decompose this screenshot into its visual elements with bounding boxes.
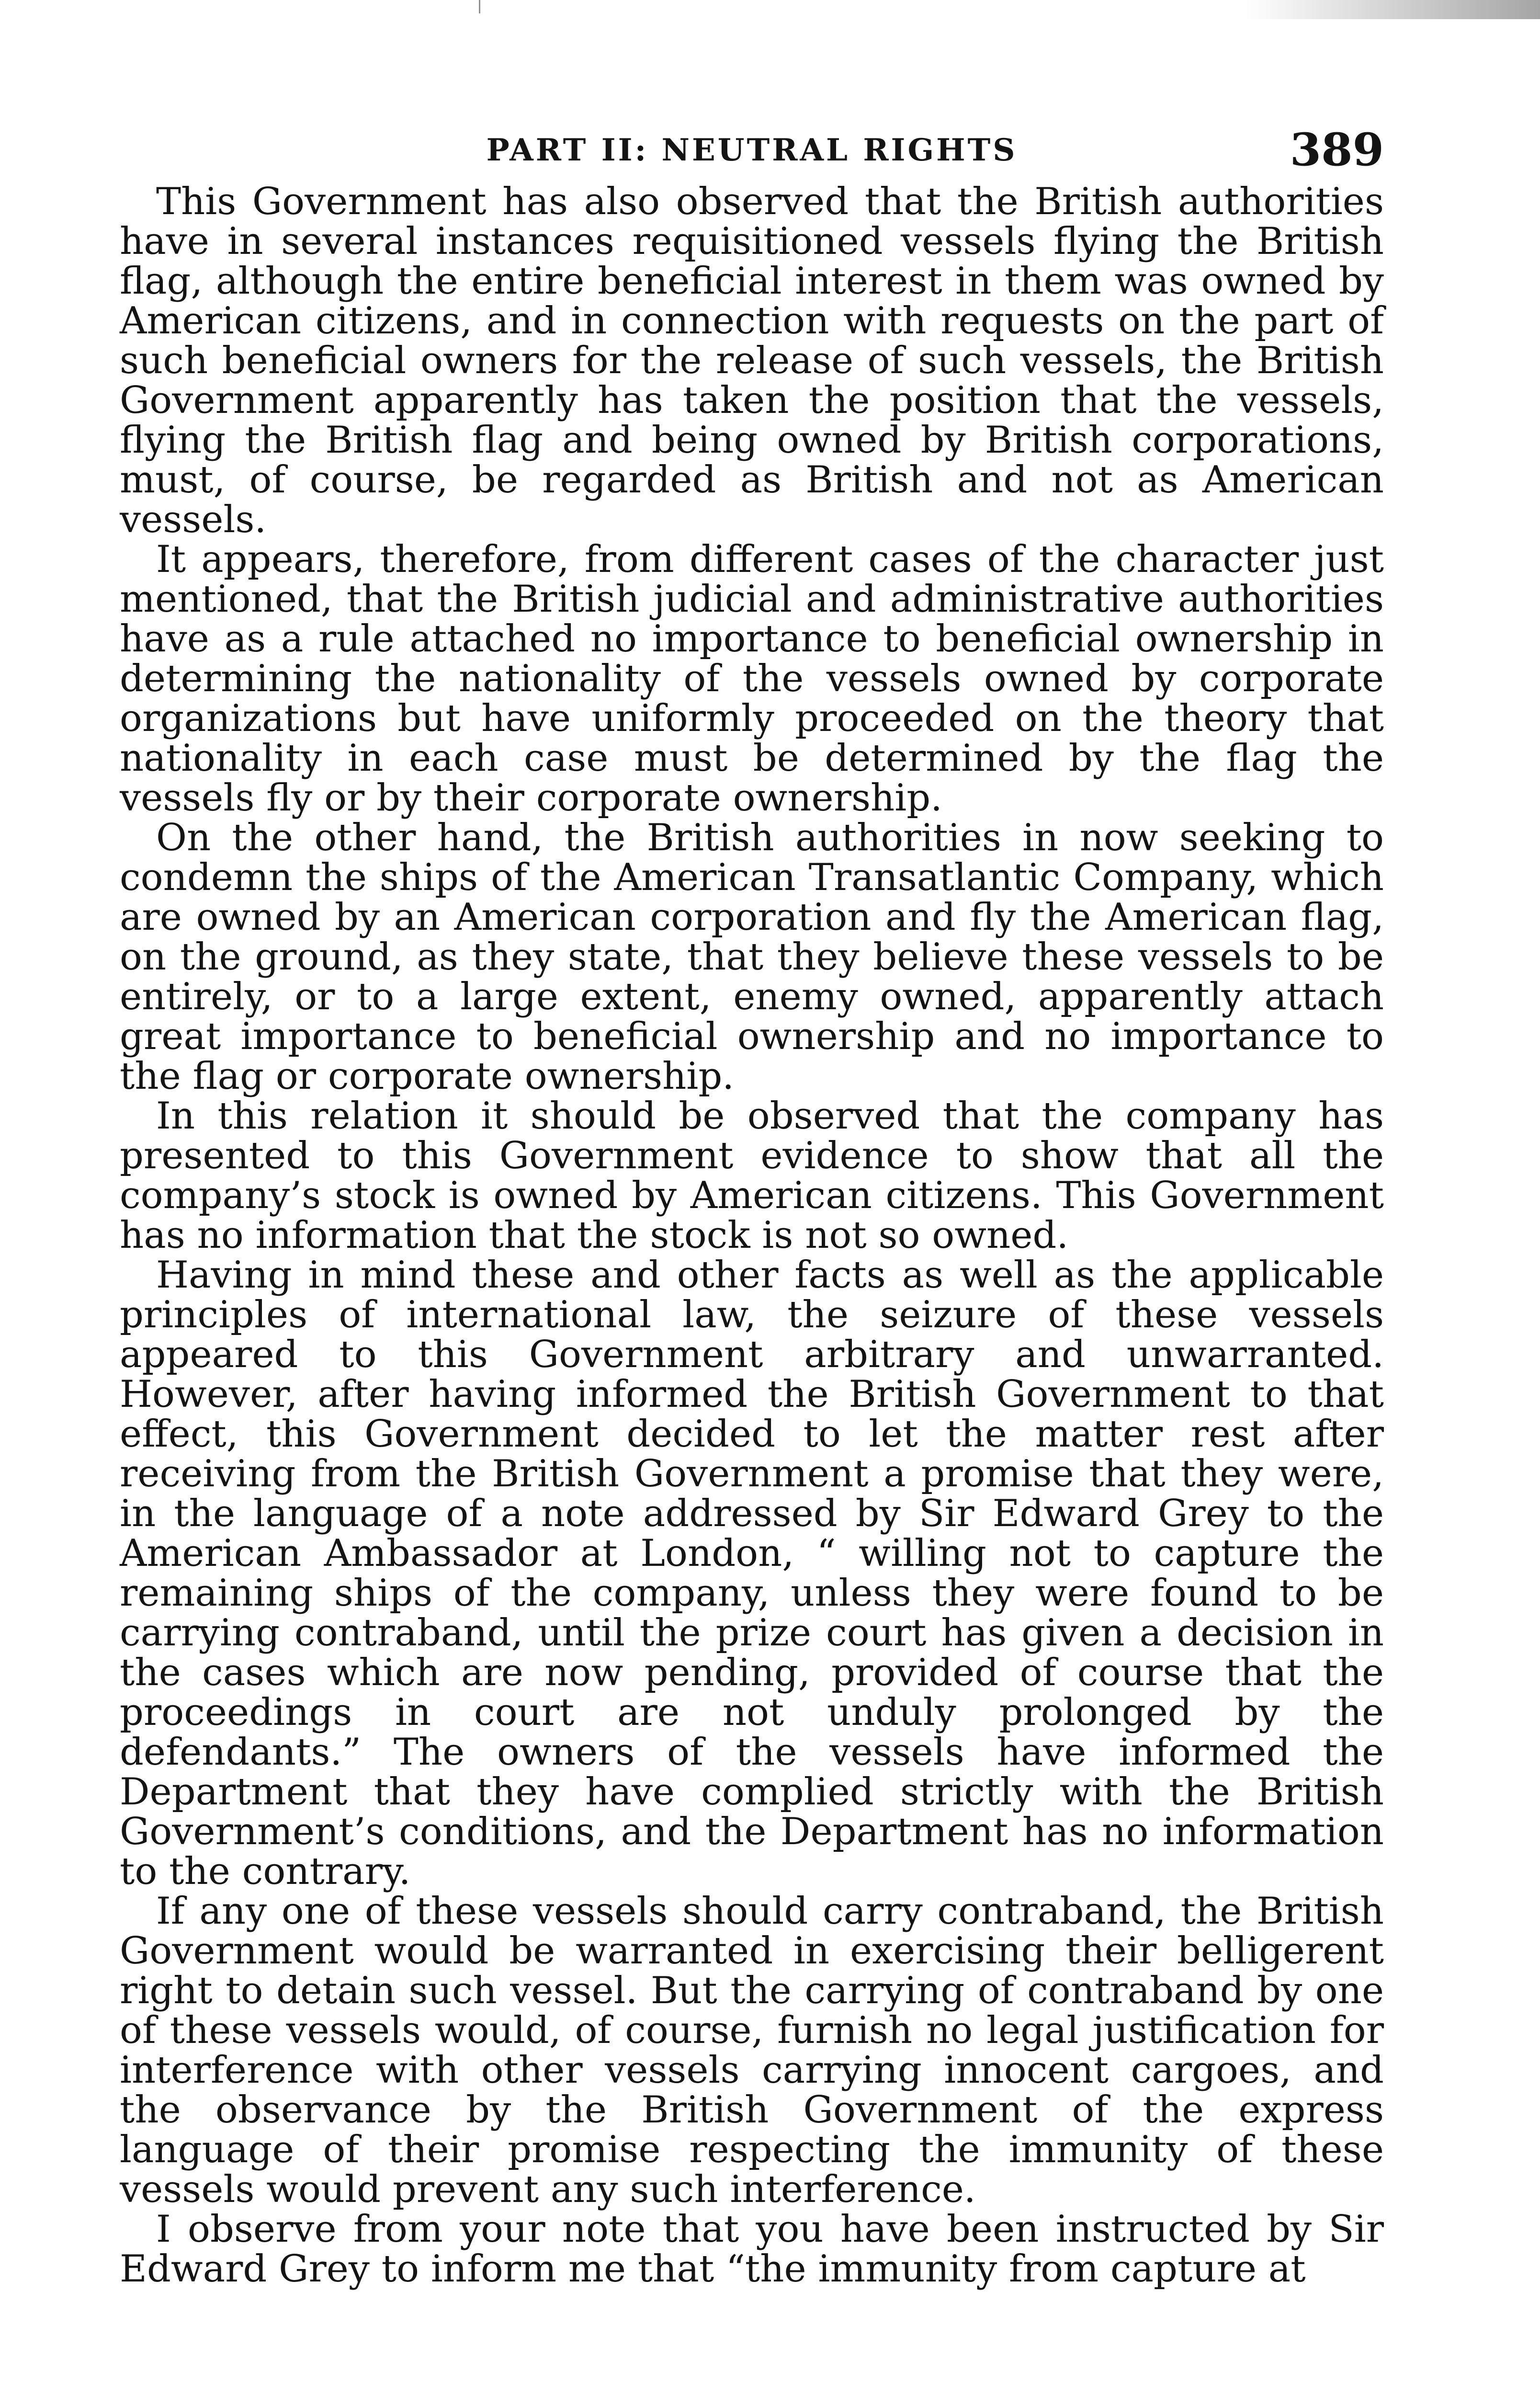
running-title: PART II: NEUTRAL RIGHTS	[486, 132, 1018, 168]
paragraph: This Government has also observed that the British authorities have in several instances requisitioned vessels flying the British flag, although the entire beneficial interest in them was owned by American citizens, and in connection with requests on the part of such beneficial owners for the release of such vessels, the British Government apparently has taken the position that the vessels, flying the British flag and being owned by British corporations, must, of course, be regarded as British and not as American vessels.	[120, 180, 1384, 541]
document-page	[120, 124, 1384, 2291]
paragraph: Having in mind these and other facts as well as the applicable principles of international law, the seizure of these vessels appeared to this Government arbitrary and unwarranted. However, after having informed the British Government to that effect, this Government decided to let the matter rest after receiving from the British Government a promise that they were, in the language of a note addressed by Sir Edward Grey to the American Ambassador at London, “ willing not to capture the remaining ships of the company, unless they were found to be carrying contraband, until the prize court has given a decision in the cases which are now pending, provided of course that the proceedings in court are not unduly prolonged by the defendants.” The owners of the vessels have informed the Department that they have complied strictly with the British Government’s conditions, and the Department has no information to the contrary.	[120, 1254, 1384, 1893]
scan-mark	[479, 0, 480, 13]
running-header	[120, 124, 1384, 182]
paragraph: On the other hand, the British authorities in now seeking to condemn the ships of the American Transatlantic Company, which are owned by an American corporation and fly the American flag, on the ground, as they state, that they believe these vessels to be entirely, or to a large extent, enemy owned, apparently attach great importance to beneficial ownership and no importance to the flag or corporate ownership.	[120, 816, 1384, 1098]
scan-edge-shadow	[1245, 0, 1540, 19]
paragraph: It appears, therefore, from different cases of the character just mentioned, that the British judicial and administrative authorities have as a rule attached no importance to beneficial ownership in determining the nationality of the vessels owned by corporate organizations but have uniformly proceeded on the theory that nationality in each case must be determined by the flag the vessels fly or by their corporate ownership.	[120, 538, 1384, 820]
page-number: 389	[1290, 124, 1384, 176]
body-text	[120, 182, 1384, 2289]
paragraph: In this relation it should be observed that the company has presented to this Government evidence to show that all the company’s stock is owned by American citizens. This Government has no information that the stock is not so owned.	[120, 1095, 1384, 1257]
paragraph: I observe from your note that you have been instructed by Sir Edward Grey to inform me that “the immunity from capture at	[120, 2208, 1384, 2291]
paragraph: If any one of these vessels should carry contraband, the British Government would be warranted in exercising their belligerent right to detain such vessel. But the carrying of contraband by one of these vessels would, of course, furnish no legal justification for interference with other vessels carrying innocent cargoes, and the observance by the British Government of the express language of their promise respecting the immunity of these vessels would prevent any such interference.	[120, 1890, 1384, 2211]
